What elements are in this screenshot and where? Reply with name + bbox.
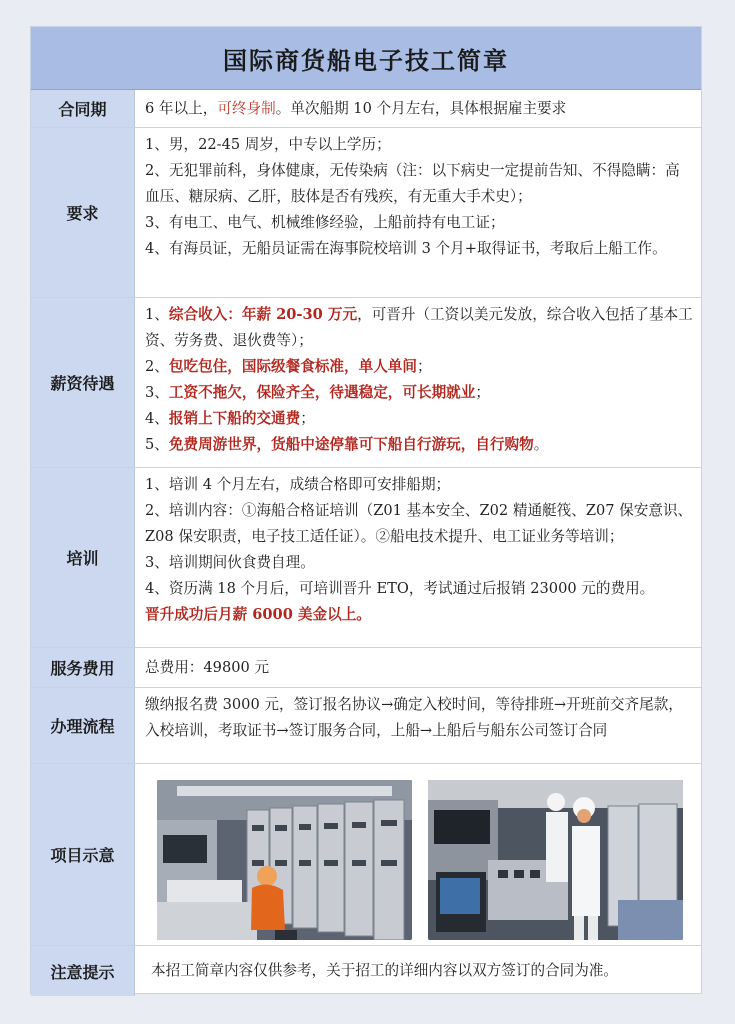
row-label-salary: 薪资待遇	[31, 298, 135, 467]
row-notice	[31, 946, 701, 996]
contract-content	[135, 90, 701, 127]
notice-text: 本招工简章内容仅供参考，关于招工的详细内容以双方签订的合同为准。	[151, 962, 619, 979]
salary-item: 4、报销上下船的交通费；	[145, 410, 315, 427]
engine-room-photo-2	[428, 780, 683, 940]
row-process	[31, 688, 701, 764]
process-content	[135, 688, 701, 763]
row-label-process: 办理流程	[31, 688, 135, 763]
row-project	[31, 764, 701, 946]
process-text: 缴纳报名费 3000 元，签订报名协议→确定入校时间，等待排班→开班前交齐尾款，入校培训，考取证书→签订服务合同，上船→上船后与船东公司签订合同	[145, 696, 683, 739]
salary-item: 3、工资不拖欠，保险齐全，待遇稳定，可长期就业；	[145, 384, 490, 401]
training-item: 4、资历满 18 个月后，可培训晋升 ETO，考试通过后报销 23000 元的费用。	[145, 580, 655, 597]
training-item: 1、培训 4 个月左右，成绩合格即可安排船期；	[145, 476, 451, 493]
row-training	[31, 468, 701, 648]
training-content	[135, 468, 701, 647]
fee-text: 总费用：49800 元	[145, 658, 270, 676]
requirements-content	[135, 128, 701, 297]
training-item: 2、培训内容：①海船合格证培训（Z01 基本安全、Z02 精通艇筏、Z07 保安意识、Z08 保安职责，电子技工适任证）。②船电技术提升、电工证业务等培训；	[145, 502, 693, 545]
notice-content	[135, 946, 701, 996]
row-label-notice: 注意提示	[31, 946, 135, 996]
row-contract	[31, 90, 701, 128]
row-requirements	[31, 128, 701, 298]
recruitment-sheet	[30, 26, 702, 994]
training-note: 晋升成功后月薪 6000 美金以上。	[145, 606, 371, 623]
requirement-item: 1、男，22-45 周岁，中专以上学历；	[145, 136, 391, 153]
row-salary	[31, 298, 701, 468]
project-photos	[135, 764, 703, 945]
row-fee	[31, 648, 701, 688]
salary-item: 1、综合收入：年薪 20-30 万元，可晋升（工资以美元发放，综合收入包括了基本工资、劳务费、退伙费等）；	[145, 306, 693, 349]
salary-content	[135, 298, 701, 467]
requirement-item: 3、有电工、电气、机械维修经验，上船前持有电工证；	[145, 214, 505, 231]
engine-room-photo-1	[157, 780, 412, 940]
row-label-fee: 服务费用	[31, 648, 135, 687]
salary-item: 5、免费周游世界，货船中途停靠可下船自行游玩，自行购物。	[145, 436, 549, 453]
requirement-item: 2、无犯罪前科，身体健康，无传染病（注：以下病史一定提前告知、不得隐瞒：高血压、糖尿病、乙肝，肢体是否有残疾，有无重大手术史）；	[145, 162, 680, 205]
row-label-contract: 合同期	[31, 90, 135, 127]
row-label-training: 培训	[31, 468, 135, 647]
page-title: 国际商货船电子技工简章	[31, 27, 701, 90]
contract-text: 6 年以上，可终身制。单次船期 10 个月左右，具体根据雇主要求	[145, 99, 567, 117]
requirement-item: 4、有海员证，无船员证需在海事院校培训 3 个月+取得证书，考取后上船工作。	[145, 240, 667, 257]
salary-item: 2、包吃包住，国际级餐食标准，单人单间；	[145, 358, 432, 375]
fee-content	[135, 648, 701, 687]
row-label-requirements: 要求	[31, 128, 135, 297]
row-label-project: 项目示意	[31, 764, 135, 945]
training-item: 3、培训期间伙食费自理。	[145, 554, 315, 571]
